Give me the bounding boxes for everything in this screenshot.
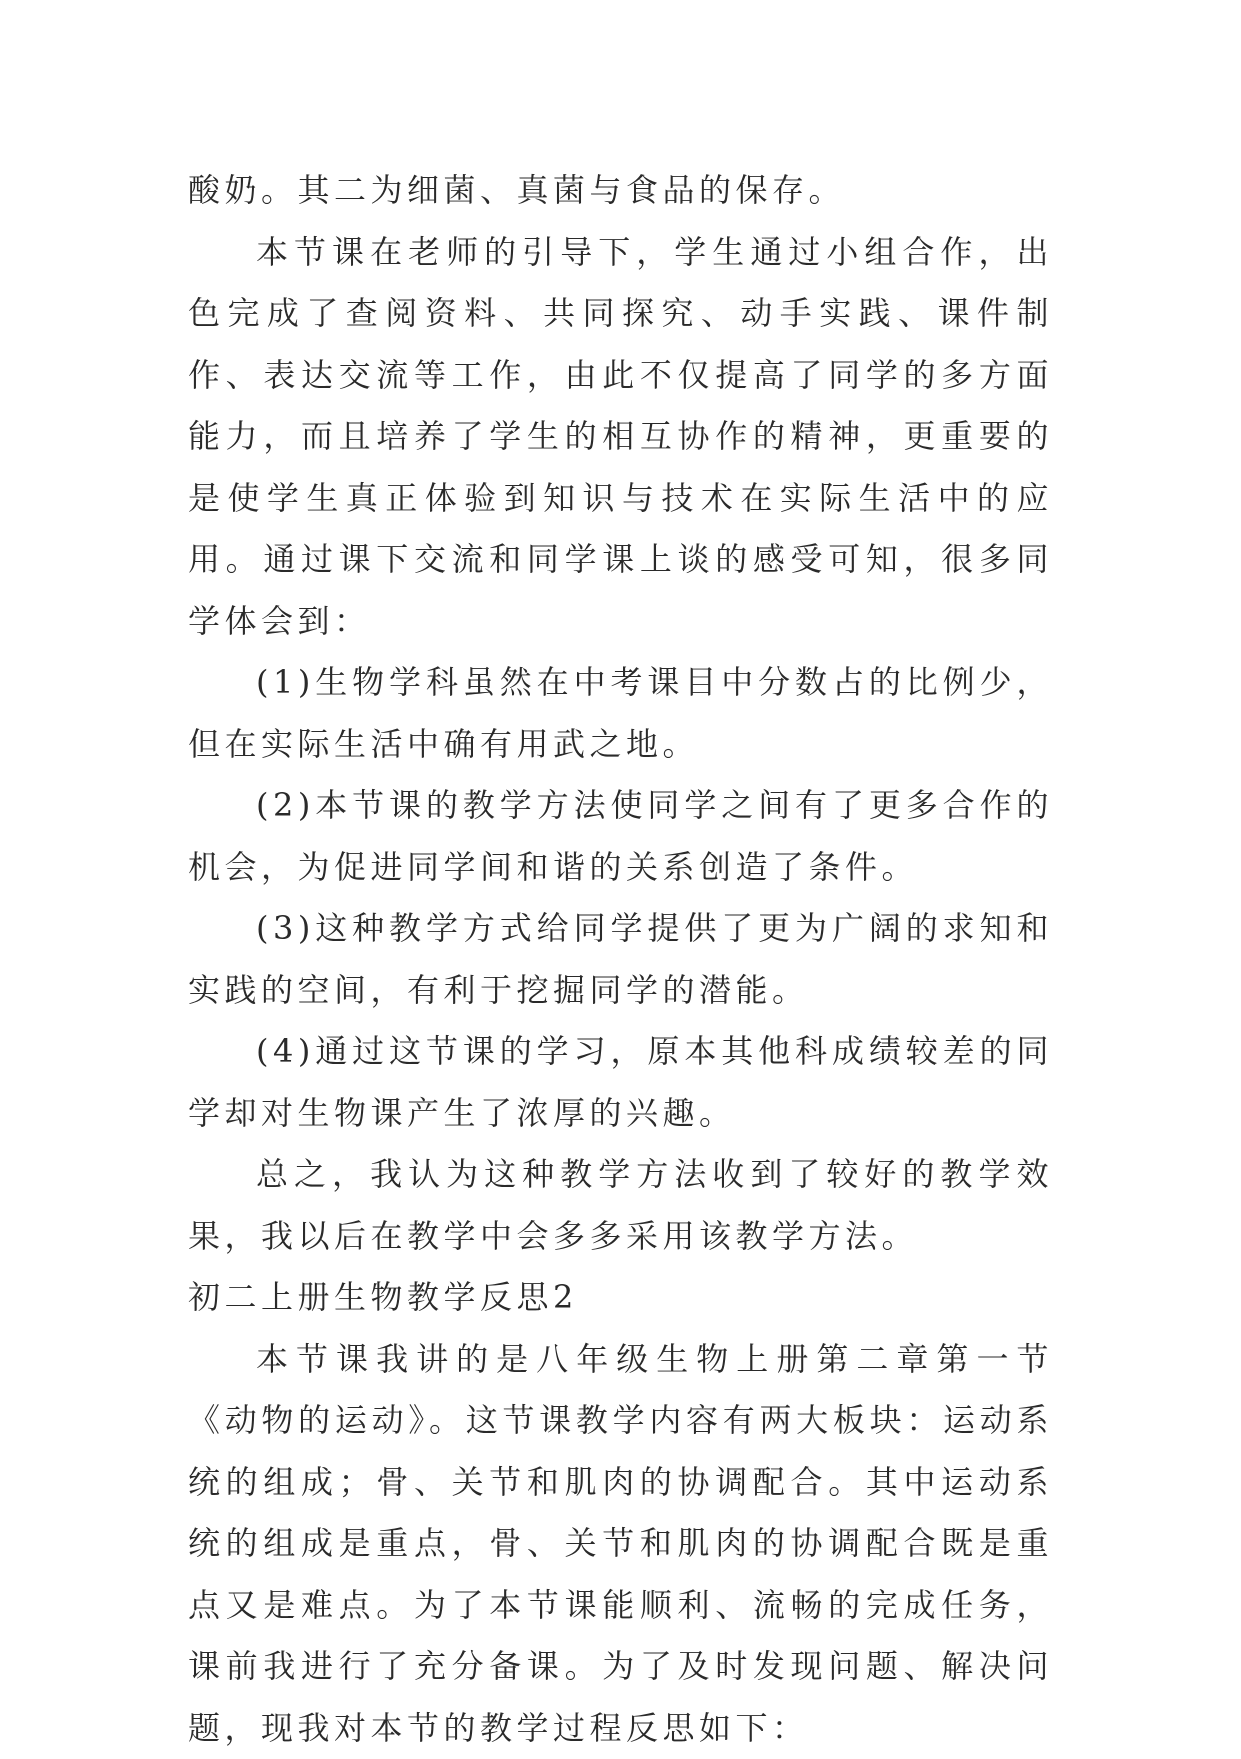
document-body	[188, 160, 1053, 1759]
paragraph-continuation: 酸奶。其二为细菌、真菌与食品的保存。	[188, 160, 1053, 222]
list-item-1: (1)生物学科虽然在中考课目中分数占的比例少，但在实际生活中确有用武之地。	[188, 652, 1053, 775]
list-item-4: (4)通过这节课的学习，原本其他科成绩较差的同学却对生物课产生了浓厚的兴趣。	[188, 1021, 1053, 1144]
list-item-3: (3)这种教学方式给同学提供了更为广阔的求知和实践的空间，有利于挖掘同学的潜能。	[188, 898, 1053, 1021]
section-heading: 初二上册生物教学反思2	[188, 1267, 1053, 1329]
paragraph-conclusion: 总之，我认为这种教学方法收到了较好的教学效果，我以后在教学中会多多采用该教学方法。	[188, 1144, 1053, 1267]
paragraph-intro-section-2: 本节课我讲的是八年级生物上册第二章第一节《动物的运动》。这节课教学内容有两大板块：运动系统的组成；骨、关节和肌肉的协调配合。其中运动系统的组成是重点，骨、关节和肌肉的协调配合既是重点又是难点。为了本节课能顺利、流畅的完成任务，课前我进行了充分备课。为了及时发现问题、解决问题，现我对本节的教学过程反思如下：	[188, 1329, 1053, 1759]
paragraph-summary: 本节课在老师的引导下，学生通过小组合作，出色完成了查阅资料、共同探究、动手实践、课件制作、表达交流等工作，由此不仅提高了同学的多方面能力，而且培养了学生的相互协作的精神，更重要的是使学生真正体验到知识与技术在实际生活中的应用。通过课下交流和同学课上谈的感受可知，很多同学体会到：	[188, 222, 1053, 653]
list-item-2: (2)本节课的教学方法使同学之间有了更多合作的机会，为促进同学间和谐的关系创造了条件。	[188, 775, 1053, 898]
